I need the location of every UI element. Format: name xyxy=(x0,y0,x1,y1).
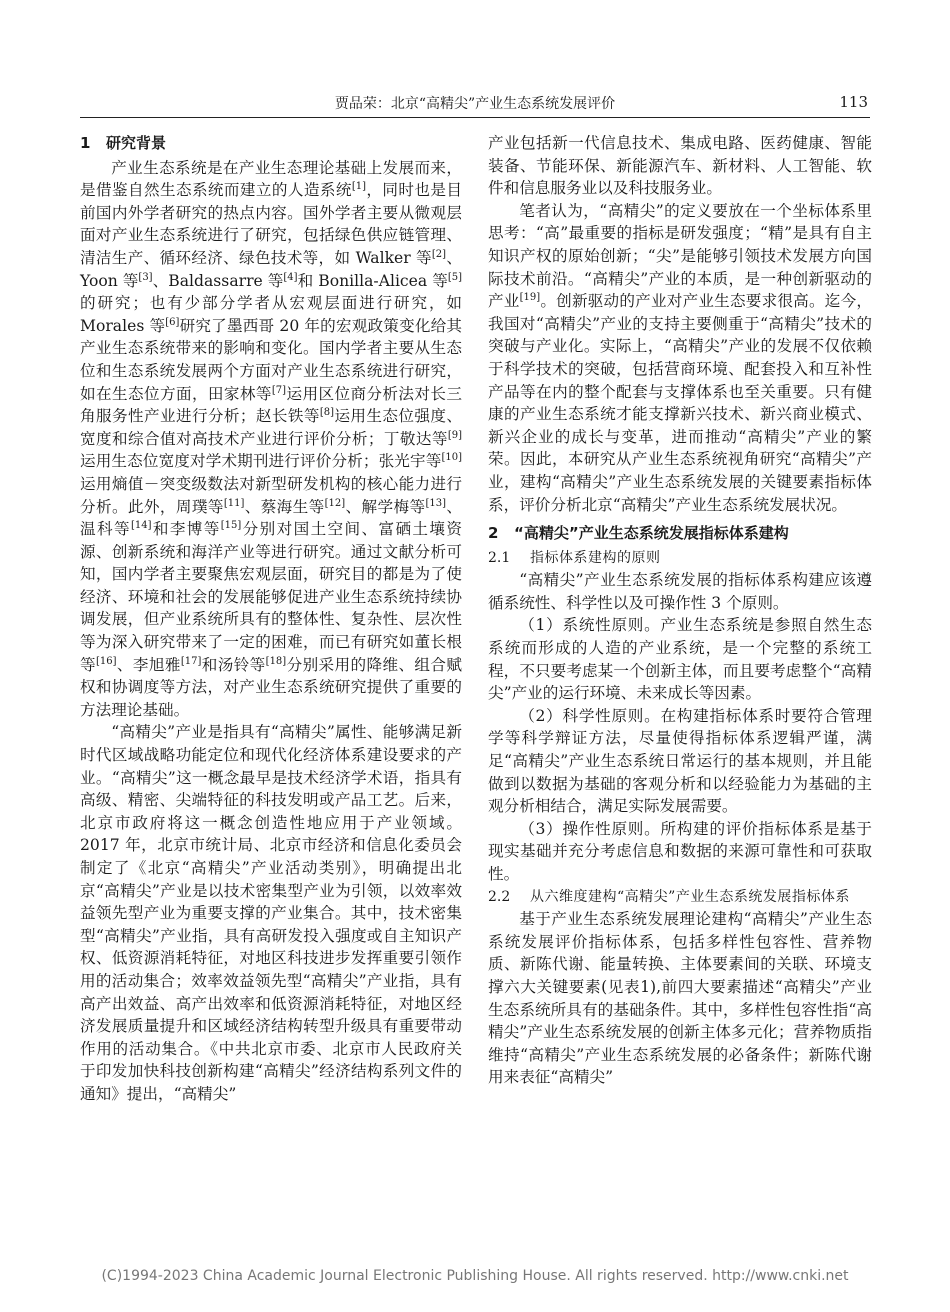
section-2-heading xyxy=(488,522,872,545)
citation: [7] xyxy=(271,384,287,396)
page-number: 113 xyxy=(839,93,868,111)
citation: [14] xyxy=(130,519,152,531)
section-1-title: 研究背景 xyxy=(106,134,167,152)
section-2-title: “高精尖”产业生态系统发展指标体系建构 xyxy=(514,524,789,543)
paragraph-operability-principle: （3）操作性原则。所构建的评价指标体系是基于现实基础并充分考虑信息和数据的来源可靠性和可获取性。 xyxy=(488,819,872,883)
citation: [13] xyxy=(425,497,446,509)
citation: [18] xyxy=(265,655,287,667)
citation: [9] xyxy=(447,429,462,441)
citation: [6] xyxy=(165,316,180,328)
paragraph-principles-intro: “高精尖”产业生态系统发展的指标体系构建应该遵循系统性、科学性以及可操作性 3 个原则。 xyxy=(488,571,872,612)
subsection-2-1-title: 指标体系建构的原则 xyxy=(530,549,661,566)
citation: [5] xyxy=(447,271,463,283)
citation: [4] xyxy=(283,271,298,283)
section-2-number: 2 xyxy=(488,524,499,543)
section-1-heading xyxy=(80,132,462,155)
citation: [16] xyxy=(95,655,117,667)
paragraph-author-view: 笔者认为，“高精尖”的定义要放在一个坐标体系里思考：“高”最重要的指标是研发强度；“精”是具有自主知识产权的原始创新；“尖”是能够引领技术发展方向国际技术前沿。“高精尖”产业的本质，是一种创新驱动的产业[19]。创新驱动的产业对产业生态要求很高。迄今，我国对“高精尖”产业的支持主要侧重于“高精尖”技术的突破与产业化。实际上，“高精尖”产业的发展不仅依赖于科学技术的突破，包括营商环境、配套投入和互补性产品等在内的整个配套与支撑体系也至关重要。只有健康的产业生态系统才能支撑新兴技术、新兴商业模式、新兴企业的成长与变革，进而推动“高精尖”产业的繁荣。因此，本研究从产业生态系统视角研究“高精尖”产业，建构“高精尖”产业生态系统发展的关键要素指标体系，评价分析北京“高精尖”产业生态系统发展状况。 xyxy=(488,201,872,514)
citation: [3] xyxy=(138,271,153,283)
citation: [15] xyxy=(220,519,242,531)
subsection-2-2-number: 2.2 xyxy=(488,888,511,905)
paragraph-literature-review: 产业生态系统是在产业生态理论基础上发展而来，是借鉴自然生态系统而建立的人造系统[1]，同时也是目前国内外学者研究的热点内容。国外学者主要从微观层面对产业生态系统进行了研究，包括绿色供应链管理、清洁生产、循环经济、绿色技术等，如 Walker 等[2]、Yoon 等[3]、Baldassarre 等[4]和 Bonilla-Alicea 等[5]的研究；也有少部分学者从宏观层面进行研究，如 Morales 等[6]研究了墨西哥 20 年的宏观政策变化给其产业生态系统带来的影响和变化。国内学者主要从生态位和生态系统发展两个方面对产业生态系统进行研究，如在生态位方面，田家林等[7]运用区位商分析法对长三角服务性产业进行分析；赵长铁等[8]运用生态位强度、宽度和综合值对高技术产业进行评价分析；丁敬达等[9]运用生态位宽度对学术期刊进行评价分析；张光宇等[10]运用熵值－突变级数法对新型研发机构的核心能力进行分析。此外，周璞等[11]、蔡海生等[12]、解学梅等[13]、温科等[14]和李博等[15]分别对国土空间、富硒土壤资源、创新系统和海洋产业等进行研究。通过文献分析可知，国内学者主要聚焦宏观层面，研究目的都是为了使经济、环境和社会的发展能够促进产业生态系统持续协调发展，但产业系统所具有的整体性、复杂性、层次性等为深入研究带来了一定的困难，而已有研究如董长根等[16]、李旭雅[17]和汤铃等[18]分别采用的降维、组合赋权和协调度等方法，对产业生态系统研究提供了重要的方法理论基础。 xyxy=(80,158,463,719)
paragraph-gaojingjian-definition: “高精尖”产业是指具有“高精尖”属性、能够满足新时代区域战略功能定位和现代化经济体系建设要求的产业。“高精尖”这一概念最早是技术经济学术语，指具有高级、精密、尖端特征的科技发明或产品工艺。后来，北京市政府将这一概念创造性地应用于产业领域。2017 年，北京市统计局、北京市经济和信息化委员会制定了《北京“高精尖”产业活动类别》，明确提出北京“高精尖”产业是以技术密集型产业为引领，以效率效益领先型产业为重要支撑的产业集合。其中，技术密集型“高精尖”产业指，具有高研发投入强度或自主知识产权、低资源消耗特征，对地区科技进步发挥重要引领作用的活动集合；效率效益领先型“高精尖”产业指，具有高产出效益、高产出效率和低资源消耗特征，对地区经济发展质量提升和区域经济结构转型升级具有重要带动作用的活动集合。《中共北京市委、北京市人民政府关于印发加快科技创新构建“高精尖”经济结构系列文件的通知》提出，“高精尖” xyxy=(80,723,462,1103)
citation: [11] xyxy=(223,497,245,509)
citation: [10] xyxy=(441,452,462,464)
subsection-2-2-heading xyxy=(488,886,872,909)
copyright-footer: (C)1994-2023 China Academic Journal Electronic Publishing House. All rights reserved. http://www.cnki.net xyxy=(101,1268,849,1284)
citation: [2] xyxy=(431,248,447,260)
subsection-2-2-title: 从六维度建构“高精尖”产业生态系统发展指标体系 xyxy=(530,888,850,905)
right-column xyxy=(488,132,872,1089)
paragraph-scientific-principle: （2）科学性原则。在构建指标体系时要符合管理学等科学辩证方法，尽量使得指标体系逻辑严谨，满足“高精尖”产业生态系统日常运行的基本规则，并且能做到以数据为基础的客观分析和以经验能力为基础的主观分析相结合，满足实际发展需要。 xyxy=(488,706,872,816)
subsection-2-1-heading xyxy=(488,547,872,570)
paragraph-six-dimensions: 基于产业生态系统发展理论建构“高精尖”产业生态系统发展评价指标体系，包括多样性包容性、营养物质、新陈代谢、能量转换、主体要素间的关联、环境支撑六大关键要素(见表1),前四大要素描述“高精尖”产业生态系统所具有的基础条件。其中，多样性包容性指“高精尖”产业生态系统发展的创新主体多元化；营养物质指维持“高精尖”产业生态系统发展的必备条件；新陈代谢用来表征“高精尖” xyxy=(488,910,872,1087)
section-1-number: 1 xyxy=(80,134,91,152)
running-header xyxy=(80,93,870,118)
citation: [1] xyxy=(351,181,367,192)
citation: [19] xyxy=(519,291,541,303)
running-title: 贾品荣：北京“高精尖”产业生态系统发展评价 xyxy=(334,96,616,112)
paragraph-systematic-principle: （1）系统性原则。产业生态系统是参照自然生态系统而形成的人造的产业系统，是一个完整的系统工程，不只要考虑某一个创新主体，而且要考虑整个“高精尖”产业的运行环境、未来成长等因素。 xyxy=(488,616,872,703)
paragraph-continued: 产业包括新一代信息技术、集成电路、医药健康、智能装备、节能环保、新能源汽车、新材料、人工智能、软件和信息服务业以及科技服务业。 xyxy=(488,134,872,198)
citation: [8] xyxy=(319,406,335,418)
citation: [17] xyxy=(180,655,202,667)
left-column xyxy=(80,132,462,1106)
subsection-2-1-number: 2.1 xyxy=(488,549,511,566)
citation: [12] xyxy=(324,497,346,509)
